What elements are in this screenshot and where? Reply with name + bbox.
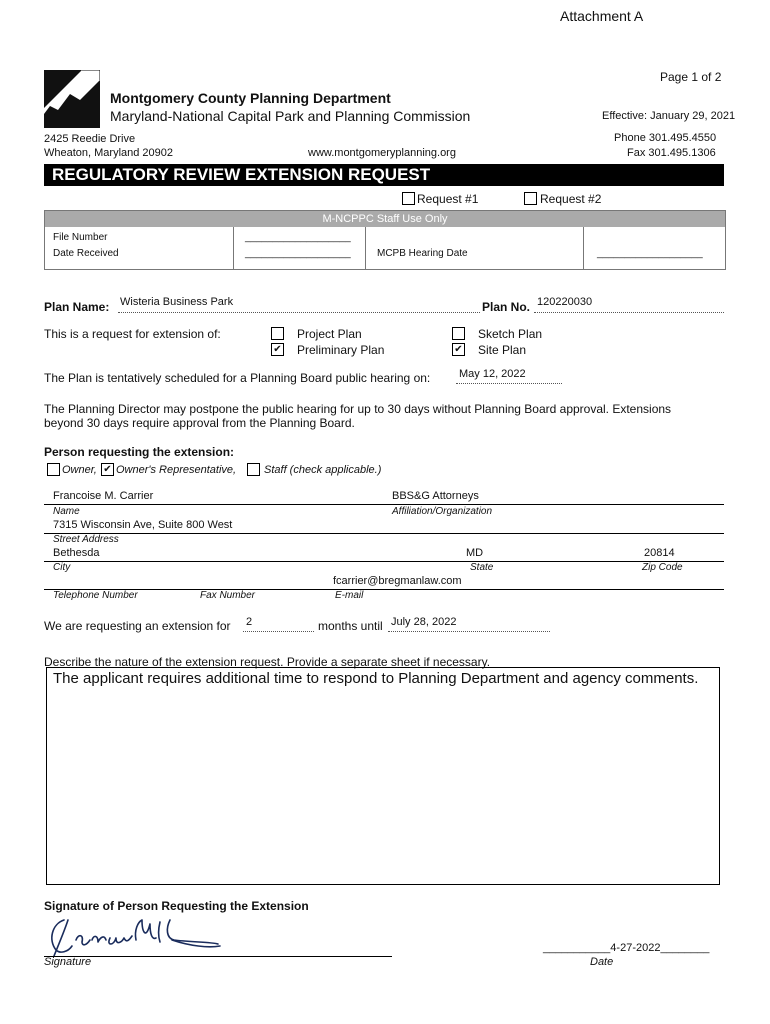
zip-value[interactable]: 20814 <box>644 547 675 559</box>
project-plan-label: Project Plan <box>297 327 362 341</box>
description-box[interactable] <box>46 667 720 885</box>
street-value[interactable]: 7315 Wisconsin Ave, Suite 800 West <box>53 519 233 531</box>
hearing-date-value[interactable]: May 12, 2022 <box>459 368 526 380</box>
zip-label: Zip Code <box>642 562 683 573</box>
request-1-checkbox[interactable] <box>402 192 415 205</box>
file-number-blank[interactable]: ___________________ <box>245 232 351 243</box>
site-plan-label: Site Plan <box>478 343 527 357</box>
street-label: Street Address <box>53 534 119 545</box>
file-number-label: File Number <box>53 232 108 243</box>
preliminary-plan-checkbox[interactable]: ✔ <box>271 343 284 356</box>
signature-heading: Signature of Person Requesting the Extension <box>44 899 309 913</box>
date-value: 4-27-2022 <box>610 942 661 954</box>
owner-rep-checkbox[interactable]: ✔ <box>101 463 114 476</box>
signature-date[interactable] <box>543 942 709 954</box>
plan-name-value[interactable]: Wisteria Business Park <box>120 296 234 308</box>
attachment-label: Attachment A <box>560 8 644 24</box>
phone: Phone 301.495.4550 <box>614 132 717 144</box>
dept-name: Montgomery County Planning Department <box>110 90 391 106</box>
fax-label: Fax Number <box>200 590 256 601</box>
commission-name: Maryland-National Capital Park and Planning Commission <box>110 108 471 124</box>
staff-label: Staff (check applicable.) <box>264 464 382 476</box>
request-2-label: Request #2 <box>540 192 602 206</box>
city-value[interactable]: Bethesda <box>53 547 100 559</box>
staff-use-header-text: M-NCPPC Staff Use Only <box>322 213 448 225</box>
date-label: Date <box>590 956 614 968</box>
org-label: Affiliation/Organization <box>392 506 493 517</box>
description-text: The applicant requires additional time to respond to Planning Department and agency comments. <box>53 670 699 687</box>
email-label: E-mail <box>335 590 364 601</box>
website: www.montgomeryplanning.org <box>308 147 456 159</box>
page-number: Page 1 of 2 <box>660 70 722 84</box>
date-received-label: Date Received <box>53 248 119 259</box>
effective-date: Effective: January 29, 2021 <box>602 110 736 122</box>
plan-no-label: Plan No. <box>482 300 531 314</box>
staff-checkbox[interactable] <box>247 463 260 476</box>
extension-months[interactable]: 2 <box>246 616 253 628</box>
state-label: State <box>470 562 494 573</box>
name-value[interactable]: Francoise M. Carrier <box>53 490 154 502</box>
address-line-1: 2425 Reedie Drive <box>44 133 136 145</box>
extension-prefix: We are requesting an extension for <box>44 619 231 633</box>
handwritten-signature <box>42 912 222 962</box>
extension-middle: months until <box>318 619 383 633</box>
staff-use-table <box>44 210 726 270</box>
director-text-2: beyond 30 days require approval from the Planning Board. <box>44 416 355 430</box>
extension-until[interactable]: July 28, 2022 <box>391 616 457 628</box>
request-1-label: Request #1 <box>417 192 479 206</box>
date-received-blank[interactable]: ___________________ <box>245 248 351 259</box>
signature-label: Signature <box>44 956 92 968</box>
owner-rep-label: Owner's Representative, <box>116 464 237 476</box>
staff-use-header <box>45 211 725 227</box>
owner-checkbox[interactable] <box>47 463 60 476</box>
request-2-checkbox[interactable] <box>524 192 537 205</box>
plan-no-value[interactable]: 120220030 <box>537 296 593 308</box>
mncppc-logo <box>44 70 100 128</box>
city-label: City <box>53 562 71 573</box>
hearing-text: The Plan is tentatively scheduled for a Planning Board public hearing on: <box>44 371 431 385</box>
extension-of-label: This is a request for extension of: <box>44 327 221 341</box>
site-plan-checkbox[interactable]: ✔ <box>452 343 465 356</box>
hearing-date-blank[interactable]: ___________________ <box>597 248 703 259</box>
fax: Fax 301.495.1306 <box>627 147 716 159</box>
email-value[interactable]: fcarrier@bregmanlaw.com <box>333 575 462 587</box>
preliminary-plan-label: Preliminary Plan <box>297 343 385 357</box>
form-title-text: REGULATORY REVIEW EXTENSION REQUEST <box>52 165 431 184</box>
sketch-plan-checkbox[interactable] <box>452 327 465 340</box>
person-heading: Person requesting the extension: <box>44 445 235 459</box>
org-value[interactable]: BBS&G Attorneys <box>392 490 479 502</box>
name-label: Name <box>53 506 80 517</box>
owner-label: Owner, <box>62 464 97 476</box>
director-text-1: The Planning Director may postpone the public hearing for up to 30 days without Planning Board approval. Extensions <box>44 402 672 416</box>
address-line-2: Wheaton, Maryland 20902 <box>44 147 174 159</box>
plan-name-label: Plan Name: <box>44 300 110 314</box>
describe-label: Describe the nature of the extension request. Provide a separate sheet if necessary. <box>44 655 491 669</box>
date-pre-blank: ___________ <box>543 942 611 954</box>
project-plan-checkbox[interactable] <box>271 327 284 340</box>
hearing-date-label: MCPB Hearing Date <box>377 248 468 259</box>
form-title <box>44 164 724 186</box>
state-value[interactable]: MD <box>466 547 484 559</box>
sketch-plan-label: Sketch Plan <box>478 327 543 341</box>
date-post-blank: ________ <box>660 942 710 954</box>
telephone-label: Telephone Number <box>53 590 138 601</box>
